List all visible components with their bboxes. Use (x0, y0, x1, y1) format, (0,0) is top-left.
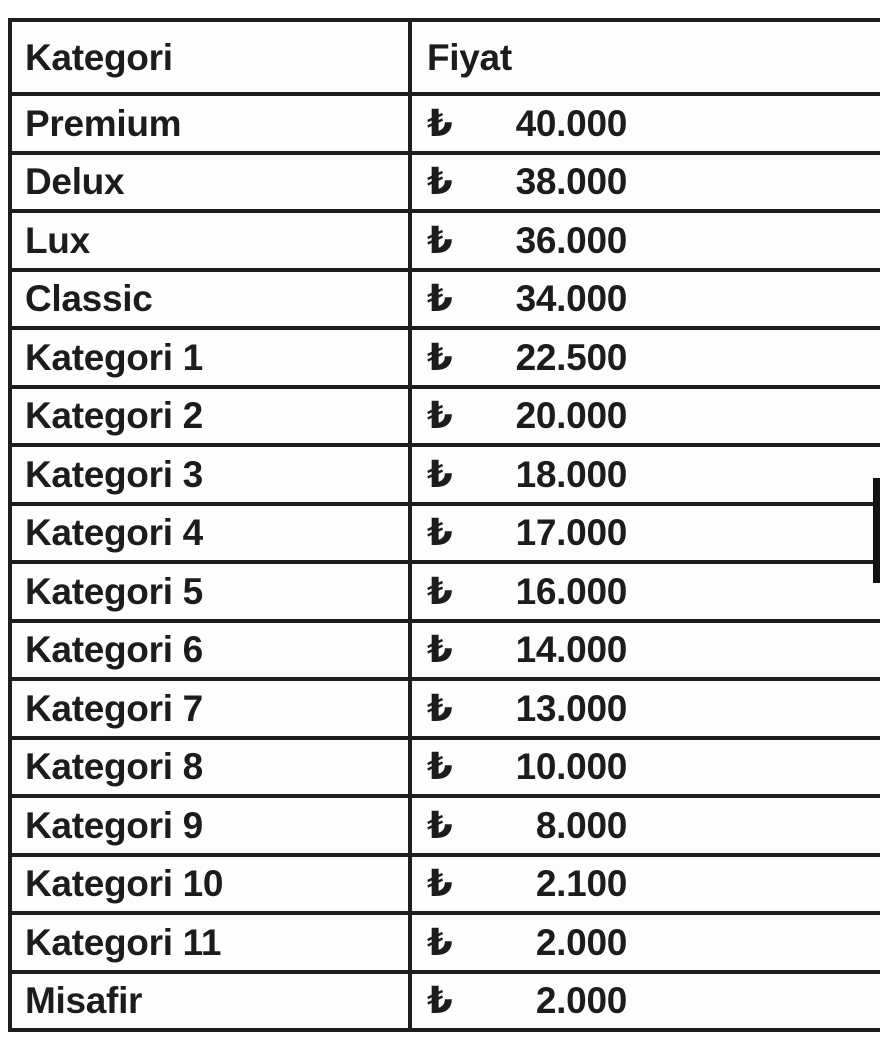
fiyat-value: 38.000 (515, 161, 627, 203)
kategori-cell (10, 679, 410, 738)
kategori-label: Kategori 3 (25, 453, 203, 495)
column-header-kategori: Kategori (10, 20, 410, 94)
table-row (10, 738, 880, 797)
fiyat-value: 40.000 (515, 102, 627, 144)
fiyat-cell (410, 621, 880, 680)
right-edge-cropped-artifact (873, 478, 880, 583)
kategori-cell (10, 796, 410, 855)
fiyat-value: 14.000 (515, 629, 627, 671)
table-row (10, 796, 880, 855)
fiyat-cell-inner (427, 278, 627, 320)
kategori-cell (10, 94, 410, 153)
fiyat-cell-inner (427, 161, 627, 203)
lira-symbol: ₺ (427, 395, 453, 437)
kategori-label: Kategori 9 (25, 804, 203, 846)
price-table (8, 18, 880, 1032)
fiyat-cell-inner (427, 395, 627, 437)
lira-symbol: ₺ (427, 804, 453, 846)
fiyat-cell (410, 679, 880, 738)
lira-symbol: ₺ (427, 687, 453, 729)
lira-symbol: ₺ (427, 863, 453, 905)
fiyat-value: 16.000 (515, 570, 627, 612)
fiyat-value: 18.000 (515, 453, 627, 495)
fiyat-cell-inner (427, 512, 627, 554)
fiyat-cell (410, 855, 880, 914)
fiyat-cell-inner (427, 804, 627, 846)
table-row (10, 972, 880, 1031)
fiyat-cell-inner (427, 102, 627, 144)
kategori-label: Kategori 10 (25, 863, 224, 905)
fiyat-cell-inner (427, 687, 627, 729)
fiyat-cell (410, 913, 880, 972)
fiyat-cell (410, 270, 880, 329)
fiyat-value: 17.000 (515, 512, 627, 554)
kategori-label: Misafir (25, 980, 143, 1022)
lira-symbol: ₺ (427, 921, 453, 963)
fiyat-cell (410, 972, 880, 1031)
kategori-label: Kategori 2 (25, 395, 203, 437)
fiyat-cell-inner (427, 980, 627, 1022)
table-row (10, 445, 880, 504)
fiyat-cell-inner (427, 921, 627, 963)
fiyat-cell-inner (427, 863, 627, 905)
fiyat-value: 2.000 (535, 921, 627, 963)
lira-symbol: ₺ (427, 570, 453, 612)
fiyat-cell (410, 738, 880, 797)
kategori-label: Kategori 8 (25, 746, 203, 788)
lira-symbol: ₺ (427, 219, 453, 261)
kategori-label: Lux (25, 219, 90, 261)
lira-symbol: ₺ (427, 161, 453, 203)
kategori-cell (10, 913, 410, 972)
table-row (10, 94, 880, 153)
fiyat-cell-inner (427, 746, 627, 788)
table-row (10, 913, 880, 972)
fiyat-cell (410, 504, 880, 563)
fiyat-value: 34.000 (515, 278, 627, 320)
fiyat-value: 10.000 (515, 746, 627, 788)
column-header-fiyat (410, 20, 880, 94)
table-row (10, 153, 880, 212)
column-header-fiyat-label: Fiyat (427, 36, 512, 78)
kategori-cell (10, 328, 410, 387)
fiyat-cell (410, 445, 880, 504)
table-row (10, 679, 880, 738)
lira-symbol: ₺ (427, 453, 453, 495)
header-row (10, 20, 880, 94)
fiyat-cell (410, 387, 880, 446)
fiyat-cell (410, 211, 880, 270)
kategori-label: Kategori 4 (25, 512, 203, 554)
fiyat-cell-inner (427, 453, 627, 495)
kategori-label: Classic (25, 278, 153, 320)
lira-symbol: ₺ (427, 746, 453, 788)
fiyat-cell (410, 94, 880, 153)
table-row (10, 270, 880, 329)
kategori-label: Kategori 7 (25, 687, 203, 729)
table-row (10, 211, 880, 270)
kategori-cell (10, 387, 410, 446)
table-row (10, 562, 880, 621)
table-row (10, 855, 880, 914)
kategori-label: Kategori 5 (25, 570, 203, 612)
fiyat-cell-inner (427, 336, 627, 378)
kategori-label: Premium (25, 102, 182, 144)
kategori-cell (10, 445, 410, 504)
table-row (10, 621, 880, 680)
fiyat-value: 13.000 (515, 687, 627, 729)
lira-symbol: ₺ (427, 336, 453, 378)
fiyat-cell-inner (427, 570, 627, 612)
kategori-cell (10, 738, 410, 797)
table-row (10, 504, 880, 563)
fiyat-value: 2.100 (535, 863, 627, 905)
fiyat-cell (410, 796, 880, 855)
fiyat-cell (410, 562, 880, 621)
table-body (10, 94, 880, 1030)
fiyat-value: 36.000 (515, 219, 627, 261)
lira-symbol: ₺ (427, 512, 453, 554)
kategori-cell (10, 621, 410, 680)
kategori-label: Kategori 6 (25, 629, 203, 671)
kategori-cell (10, 211, 410, 270)
kategori-cell (10, 504, 410, 563)
fiyat-cell-inner (427, 219, 627, 261)
kategori-cell (10, 153, 410, 212)
price-table-container (8, 18, 880, 1032)
fiyat-value: 22.500 (515, 336, 627, 378)
kategori-label: Delux (25, 161, 125, 203)
kategori-cell (10, 270, 410, 329)
table-row (10, 387, 880, 446)
fiyat-value: 20.000 (515, 395, 627, 437)
lira-symbol: ₺ (427, 629, 453, 671)
fiyat-cell (410, 153, 880, 212)
lira-symbol: ₺ (427, 278, 453, 320)
kategori-cell (10, 562, 410, 621)
kategori-label: Kategori 11 (25, 921, 222, 963)
fiyat-cell-inner (427, 629, 627, 671)
lira-symbol: ₺ (427, 980, 453, 1022)
kategori-label: Kategori 1 (25, 336, 203, 378)
kategori-cell (10, 972, 410, 1031)
fiyat-cell (410, 328, 880, 387)
kategori-cell (10, 855, 410, 914)
fiyat-value: 8.000 (535, 804, 627, 846)
fiyat-value: 2.000 (535, 980, 627, 1022)
lira-symbol: ₺ (427, 102, 453, 144)
table-row (10, 328, 880, 387)
